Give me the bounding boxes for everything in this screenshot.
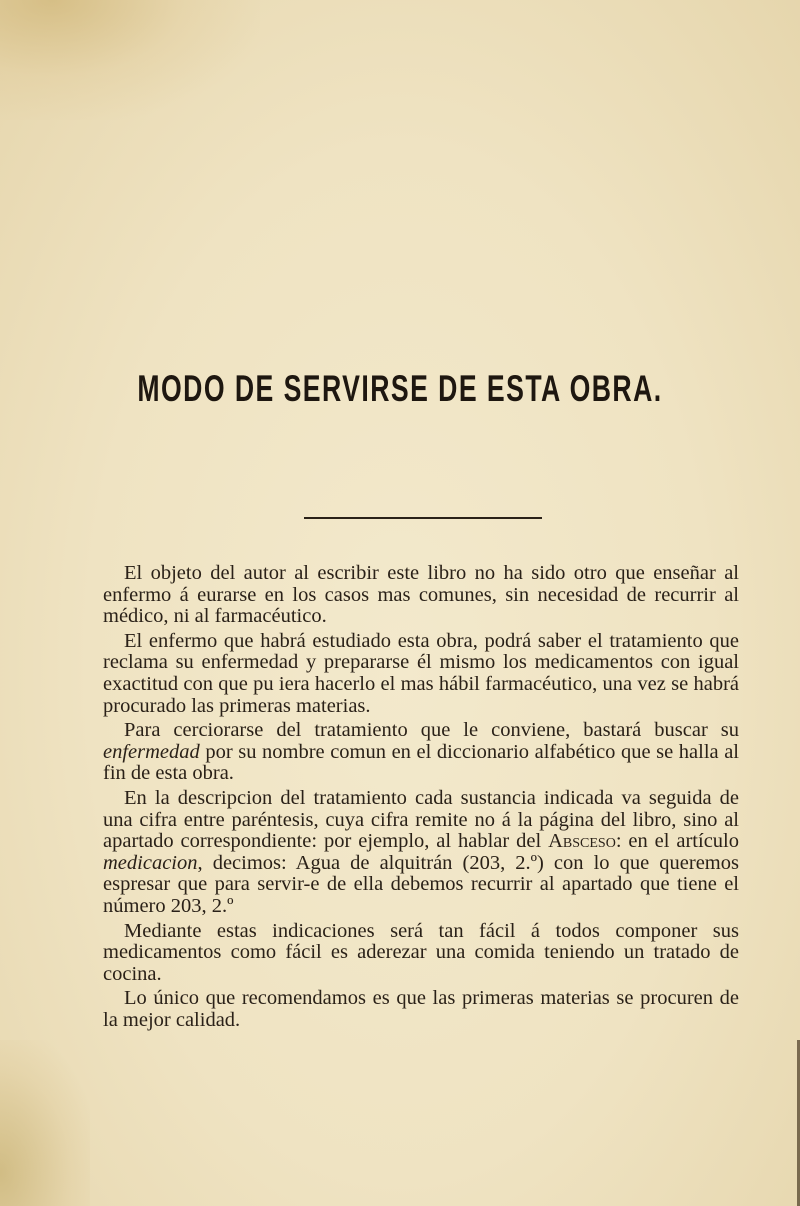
paragraph-text: : en el artículo	[615, 830, 739, 853]
paragraph: Mediante estas indicaciones será tan fácil á todos componer sus medicamentos como fácil es aderezar una comida teniendo un tratado de cocina.	[103, 919, 739, 985]
smallcaps-term: Absceso	[548, 830, 616, 853]
paragraph	[103, 788, 739, 918]
page-title: MODO DE SERVIRSE DE ESTA OBRA.	[137, 368, 663, 409]
paragraph	[103, 720, 739, 785]
paragraph: El objeto del autor al escribir este libro no ha sido otro que enseñar al enfermo á eurarse en los casos mas comunes, sin necesidad de recurrir al médico, ni al farmacéutico.	[103, 562, 739, 628]
italic-term: medicacion	[103, 851, 198, 874]
paragraph: El enfermo que habrá estudiado esta obra, podrá saber el tratamiento que reclama su enfermedad y prepararse él mismo los medicamentos con igual exactitud con que pu iera hacerlo el mas hábil farmacéutico, una vez se habrá procurado las primeras materias.	[103, 629, 739, 717]
paragraph-text: por su nombre comun en el diccionario alfabético que se halla al fin de esta obra.	[103, 740, 739, 785]
paper-stain	[0, 0, 260, 120]
paragraph-text: En la descripcion del tratamiento cada sustancia indicada va seguida de una cifra entre paréntesis, cuya cifra remite no á la página del libro, sino al apartado correspondiente: por ejemplo, al hablar del	[103, 786, 739, 853]
paragraph-text: Para cerciorarse del tratamiento que le conviene, bastará buscar su	[124, 719, 739, 742]
body-text	[103, 563, 739, 1034]
paragraph-text: , decimos: Agua de alquitrán (203, 2.º) con lo que queremos espresar que para servir-e de ella debemos recurrir al apartado que tiene el número 203, 2.º	[103, 851, 739, 917]
title-divider	[304, 517, 542, 519]
paper-stain	[0, 1040, 90, 1206]
paragraph: Lo único que recomendamos es que las primeras materias se procuren de la mejor calidad.	[103, 987, 739, 1031]
italic-term: enfermedad	[103, 740, 200, 763]
